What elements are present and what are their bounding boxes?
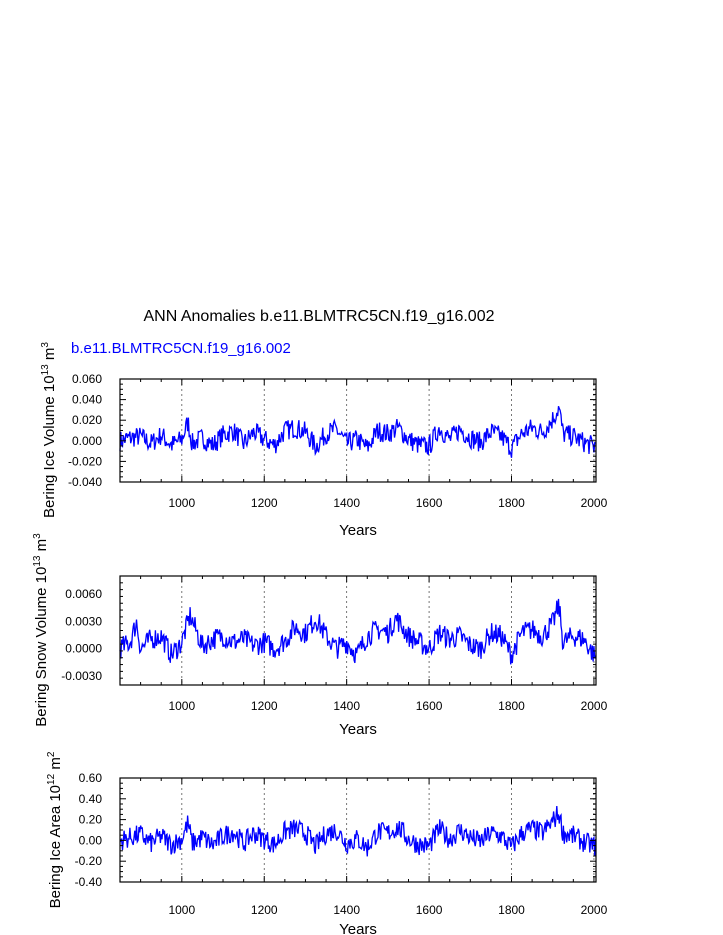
plot-frame (120, 778, 596, 882)
x-tick-label: 2000 (580, 496, 608, 510)
y-tick-label: 0.000 (71, 433, 102, 448)
series-line (120, 806, 596, 856)
x-tick-label: 1400 (333, 903, 361, 917)
x-axis-title: Years (339, 522, 377, 539)
x-axis-title: Years (339, 721, 377, 738)
y-tick-label: 0.0030 (65, 614, 102, 629)
series-line (120, 406, 596, 458)
y-tick-label: 0.0000 (65, 641, 102, 656)
y-axis-title-part: m (47, 757, 64, 774)
y-axis-unit-exponent: 13 (32, 555, 43, 567)
y-axis-title-part: m (41, 347, 58, 365)
x-tick-label: 2000 (580, 699, 608, 713)
x-tick-label: 1400 (333, 496, 361, 510)
x-tick-label: 1000 (168, 903, 196, 917)
panels (32, 342, 608, 935)
x-tick-label: 1800 (498, 496, 525, 510)
x-tick-label: 2000 (580, 903, 608, 917)
y-tick-label: 0.60 (78, 771, 102, 785)
y-tick-label: 0.040 (71, 392, 102, 407)
x-axis-title: Years (339, 921, 377, 935)
y-axis-title-part: Bering Ice Area 10 (47, 784, 64, 909)
y-axis-title-part: Bering Snow Volume 10 (33, 566, 50, 727)
y-tick-label: -0.20 (74, 854, 102, 869)
x-tick-label: 1200 (250, 903, 278, 917)
y-tick-label: -0.020 (67, 454, 102, 469)
y-tick-label: 0.060 (71, 372, 102, 386)
x-tick-label: 1000 (168, 699, 196, 713)
panel-3 (46, 751, 608, 935)
x-tick-label: 1200 (250, 699, 278, 713)
y-axis-unit-exponent: 3 (40, 342, 51, 348)
y-tick-label: -0.40 (74, 875, 102, 889)
panel-1 (40, 342, 608, 539)
y-axis-title-part: m (33, 538, 50, 556)
x-tick-label: 1800 (498, 699, 525, 713)
x-tick-label: 1000 (168, 496, 196, 510)
y-axis-title (32, 533, 50, 727)
y-tick-label: -0.0030 (61, 668, 102, 683)
y-axis-title (46, 751, 64, 908)
panel-2 (32, 533, 608, 738)
y-axis-title (40, 342, 58, 518)
y-axis-unit-exponent: 13 (40, 364, 51, 376)
y-axis-unit-exponent: 12 (46, 773, 57, 785)
y-tick-label: 0.020 (71, 413, 102, 428)
y-tick-label: -0.040 (67, 475, 102, 489)
y-tick-label: 0.20 (78, 812, 102, 827)
y-axis-unit-exponent: 3 (32, 533, 43, 539)
x-tick-label: 1600 (415, 903, 443, 917)
y-axis-title-part: Bering Ice Volume 10 (41, 375, 58, 518)
x-tick-label: 1200 (250, 496, 278, 510)
x-tick-label: 1400 (333, 699, 361, 713)
y-tick-label: 0.0060 (65, 587, 102, 602)
y-axis-unit-exponent: 2 (46, 751, 57, 758)
run-label: b.e11.BLMTRC5CN.f19_g16.002 (71, 340, 291, 357)
y-tick-label: 0.00 (78, 833, 102, 848)
series-line (120, 599, 596, 665)
x-tick-label: 1600 (415, 496, 443, 510)
x-tick-label: 1800 (498, 903, 525, 917)
y-tick-label: 0.40 (78, 791, 102, 806)
figure-title: ANN Anomalies b.e11.BLMTRC5CN.f19_g16.002 (143, 308, 495, 325)
x-tick-label: 1600 (415, 699, 443, 713)
